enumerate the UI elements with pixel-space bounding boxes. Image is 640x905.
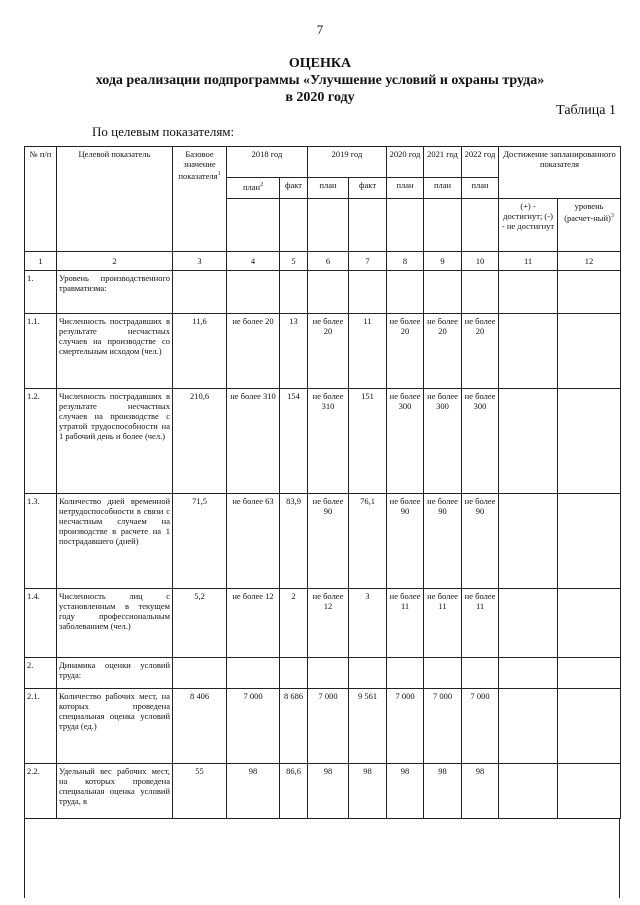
header-2020: 2020 год — [387, 147, 424, 178]
column-number: 9 — [424, 252, 462, 271]
cell-level — [558, 389, 621, 494]
cell-f2019 — [349, 658, 387, 689]
cell-f2018: 83,9 — [280, 494, 308, 589]
cell-level — [558, 271, 621, 314]
cell-level — [558, 494, 621, 589]
title-line-3: в 2020 году — [285, 90, 355, 105]
indicators-table — [24, 146, 621, 819]
table-border-line — [619, 819, 620, 898]
cell-achieved — [499, 764, 558, 819]
cell-p2019: не более 90 — [308, 494, 349, 589]
cell-base: 5,2 — [173, 589, 227, 658]
cell-p2018: не более 12 — [227, 589, 280, 658]
column-number: 2 — [57, 252, 173, 271]
cell-p2020: 7 000 — [387, 689, 424, 764]
column-number: 10 — [462, 252, 499, 271]
cell-base — [173, 271, 227, 314]
cell-achieved — [499, 389, 558, 494]
cell-p2022: 98 — [462, 764, 499, 819]
cell-p2020: не более 90 — [387, 494, 424, 589]
row-number: 1. — [25, 271, 57, 314]
row-indicator: Уровень производственного травматизма: — [57, 271, 173, 314]
cell-f2019: 11 — [349, 314, 387, 389]
cell-p2019: 98 — [308, 764, 349, 819]
section-row — [25, 271, 621, 314]
cell-base: 210,6 — [173, 389, 227, 494]
cell-p2020: 98 — [387, 764, 424, 819]
cell-p2019: не более 310 — [308, 389, 349, 494]
cell-level — [558, 589, 621, 658]
cell-achieved — [499, 658, 558, 689]
column-number: 1 — [25, 252, 57, 271]
cell-f2019: 98 — [349, 764, 387, 819]
header-fact-2018: факт — [280, 178, 308, 199]
row-number: 1.4. — [25, 589, 57, 658]
cell-p2021: не более 300 — [424, 389, 462, 494]
cell-p2019: не более 12 — [308, 589, 349, 658]
cell-base: 55 — [173, 764, 227, 819]
row-indicator: Численность лиц с установленным в текущем году профессиональным заболеванием (чел.) — [57, 589, 173, 658]
column-number: 6 — [308, 252, 349, 271]
cell-p2018: не более 63 — [227, 494, 280, 589]
cell-p2019 — [308, 658, 349, 689]
cell-p2019: не более 20 — [308, 314, 349, 389]
cell-achieved — [499, 271, 558, 314]
cell-base: 71,5 — [173, 494, 227, 589]
header-plan-2020: план — [387, 178, 424, 199]
table-row — [25, 494, 621, 589]
header-num: № п/п — [25, 147, 57, 252]
cell-f2019: 3 — [349, 589, 387, 658]
header-2018: 2018 год — [227, 147, 308, 178]
cell-p2020: не более 300 — [387, 389, 424, 494]
column-number: 8 — [387, 252, 424, 271]
column-numbers-row — [25, 252, 621, 271]
header-2021: 2021 год — [424, 147, 462, 178]
cell-p2018 — [227, 271, 280, 314]
title-line-2: хода реализации подпрограммы «Улучшение условий и охраны труда» — [95, 73, 545, 88]
cell-level — [558, 689, 621, 764]
cell-level — [558, 314, 621, 389]
cell-p2018: 7 000 — [227, 689, 280, 764]
cell-level — [558, 764, 621, 819]
column-number: 11 — [499, 252, 558, 271]
cell-p2018 — [227, 658, 280, 689]
column-number: 7 — [349, 252, 387, 271]
cell-f2018 — [280, 658, 308, 689]
cell-p2021: 98 — [424, 764, 462, 819]
row-indicator: Удельный вес рабочих мест, на которых проведена специальная оценка условий труда, в — [57, 764, 173, 819]
title-line-1: ОЦЕНКА — [288, 56, 352, 71]
cell-level — [558, 658, 621, 689]
column-number: 4 — [227, 252, 280, 271]
table-row — [25, 764, 621, 819]
cell-achieved — [499, 494, 558, 589]
cell-f2019 — [349, 271, 387, 314]
row-number: 2. — [25, 658, 57, 689]
table-row — [25, 314, 621, 389]
row-number: 1.2. — [25, 389, 57, 494]
header-2019: 2019 год — [308, 147, 387, 178]
cell-p2021: не более 90 — [424, 494, 462, 589]
column-number: 5 — [280, 252, 308, 271]
header-base: Базовое значение показателя$^1$ — [173, 147, 227, 252]
cell-p2022: 7 000 — [462, 689, 499, 764]
row-indicator: Численность пострадавших в результате несчастных случаев на производстве со смертельным исходом (чел.) — [57, 314, 173, 389]
cell-f2018: 154 — [280, 389, 308, 494]
header-level: уровень (расчет-ный)$^3$ — [558, 199, 621, 252]
cell-base — [173, 658, 227, 689]
header-fact-2019: факт — [349, 178, 387, 199]
header-2022: 2022 год — [462, 147, 499, 178]
cell-p2020 — [387, 271, 424, 314]
cell-p2022: не более 11 — [462, 589, 499, 658]
cell-p2018: не более 20 — [227, 314, 280, 389]
header-plan-2019: план — [308, 178, 349, 199]
header-achieved: (+) - достигнут; (-) - не достигнут — [499, 199, 558, 252]
cell-f2019: 151 — [349, 389, 387, 494]
table-border-line — [24, 819, 25, 898]
cell-f2019: 9 561 — [349, 689, 387, 764]
cell-p2020 — [387, 658, 424, 689]
header-plan-2018: план$^2$ — [227, 178, 280, 199]
cell-achieved — [499, 689, 558, 764]
row-indicator: Динамика оценки условий труда: — [57, 658, 173, 689]
cell-f2018: 13 — [280, 314, 308, 389]
cell-achieved — [499, 589, 558, 658]
section-row — [25, 658, 621, 689]
cell-f2018: 86,6 — [280, 764, 308, 819]
cell-p2022: не более 90 — [462, 494, 499, 589]
header-achievement: Достижение запланированного показателя — [499, 147, 621, 199]
header-plan-2021: план — [424, 178, 462, 199]
cell-p2021: 7 000 — [424, 689, 462, 764]
column-number: 12 — [558, 252, 621, 271]
document-title — [0, 55, 640, 106]
cell-p2019 — [308, 271, 349, 314]
header-plan-2022: план — [462, 178, 499, 199]
cell-p2022 — [462, 271, 499, 314]
row-number: 1.3. — [25, 494, 57, 589]
cell-p2020: не более 11 — [387, 589, 424, 658]
cell-f2019: 76,1 — [349, 494, 387, 589]
cell-p2022 — [462, 658, 499, 689]
cell-f2018: 8 686 — [280, 689, 308, 764]
row-number: 1.1. — [25, 314, 57, 389]
cell-f2018: 2 — [280, 589, 308, 658]
column-number: 3 — [173, 252, 227, 271]
cell-p2020: не более 20 — [387, 314, 424, 389]
cell-base: 11,6 — [173, 314, 227, 389]
row-number: 2.1. — [25, 689, 57, 764]
table-row — [25, 689, 621, 764]
row-number: 2.2. — [25, 764, 57, 819]
row-indicator: Численность пострадавших в результате несчастных случаев на производстве с утратой трудоспособности на 1 рабочий день и более (чел.) — [57, 389, 173, 494]
cell-p2021 — [424, 658, 462, 689]
table-subtitle: По целевым показателям: — [92, 124, 235, 139]
page-number: 7 — [316, 22, 324, 37]
cell-achieved — [499, 314, 558, 389]
cell-p2021: не более 20 — [424, 314, 462, 389]
row-indicator: Количество дней временной нетрудоспособности в связи с несчастным случаем на производстве в расчете на 1 пострадавшего (дней) — [57, 494, 173, 589]
row-indicator: Количество рабочих мест, на которых проведена специальная оценка условий труда (ед.) — [57, 689, 173, 764]
cell-f2018 — [280, 271, 308, 314]
cell-p2021: не более 11 — [424, 589, 462, 658]
cell-p2022: не более 20 — [462, 314, 499, 389]
header-indicator: Целевой показатель — [57, 147, 173, 252]
cell-base: 8 406 — [173, 689, 227, 764]
header-row-1 — [25, 147, 621, 178]
table-row — [25, 389, 621, 494]
table-label: Таблица 1 — [556, 103, 616, 118]
cell-p2022: не более 300 — [462, 389, 499, 494]
cell-p2018: 98 — [227, 764, 280, 819]
cell-p2018: не более 310 — [227, 389, 280, 494]
cell-p2019: 7 000 — [308, 689, 349, 764]
table-row — [25, 589, 621, 658]
cell-p2021 — [424, 271, 462, 314]
